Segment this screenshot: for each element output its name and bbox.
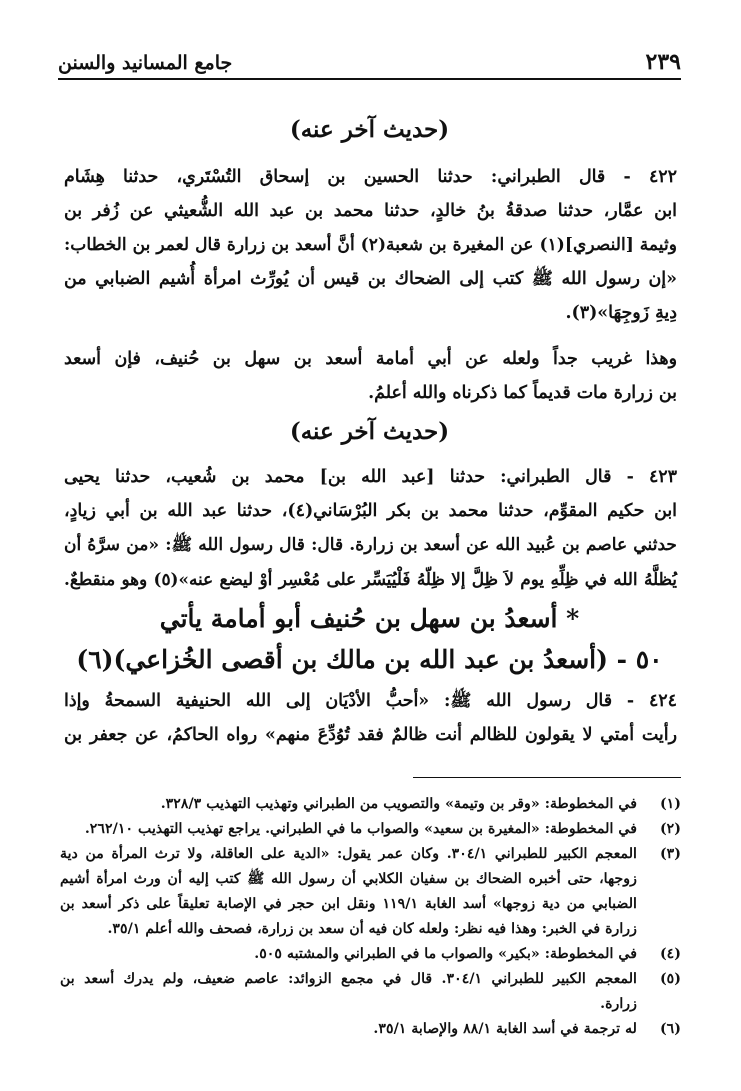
section-title-companion: ٥٠ - (أسعدُ بن عبد الله بن مالك بن أقصى الخُزاعي)(٦) [76, 645, 663, 674]
footnote-number: (٦) [659, 1021, 681, 1037]
hadith-heading: (حديث آخر عنه) [289, 418, 450, 445]
footnote [60, 842, 681, 942]
footnote-number: (٥) [659, 971, 681, 987]
text-line: المعجم الكبير للطبراني ٣٠٤/١. قال في مجمع الزوائد: عاصم ضعيف، ولم يدرك أسعد بن [60, 971, 638, 987]
text-line: له ترجمة في أسد الغابة ٨٨/١ والإصابة ٣٥/١. [373, 1021, 637, 1037]
footnote-text [60, 967, 637, 1017]
text-line: ابن عمَّار، حدثنا صدقةُ بنُ خالدٍ، حدثنا محمد بن عبد الله الشُّعيثي عن زُفر بن [64, 201, 677, 221]
text-line: يُظلَّهُ الله في ظِلِّهِ يوم لاَ ظِلَّ إلا ظِلّهُ فَلْيُيَسِّر على مُعْسِر أوْ ليضع عنه»(٥) وهو منقطعٌ. [64, 569, 677, 589]
footnote-number: (٢) [659, 821, 681, 837]
footnote-text [60, 942, 637, 967]
footnote [60, 967, 681, 1017]
text-line: في المخطوطة: «بكير» والصواب ما في الطبراني والمشتبه ٥٠٥. [254, 946, 637, 962]
footnote-text [60, 817, 637, 842]
text-line: وهذا غريب جداً ولعله عن أبي أمامة أسعد بن سهل بن حُنيف، فإن أسعد [64, 349, 677, 369]
commentary-paragraph [64, 342, 677, 410]
text-line: وثيمة [النصري](١) عن المغيرة بن شعبة(٢) أنَّ أسعد بن زرارة قال لعمر بن الخطاب: [64, 235, 677, 255]
text-line: في المخطوطة: «المغيرة بن سعيد» والصواب ما في الطبراني. يراجع تهذيب التهذيب ٢٦٢/١٠. [84, 821, 637, 837]
footnote [60, 792, 681, 817]
footnote [60, 1017, 681, 1042]
hadith-424-paragraph [64, 684, 677, 752]
text-line: ٤٢٣ - قال الطبراني: حدثنا [عبد الله بن] محمد بن شُعيب، حدثنا يحيى [64, 467, 677, 487]
text-line: ٤٢٤ - قال رسول الله ﷺ: «أحبُّ الأدْيَان إلى الله الحنيفية السمحةُ وإذا [64, 691, 677, 711]
footnote-number: (٤) [659, 946, 681, 962]
text-line: الضبابي من دية زوجها» أسد الغابة ١١٩/١ ونقل ابن حجر في الإصابة تعليقاً على ذكر أسعد بن [60, 896, 637, 912]
page-number: ٢٣٩ [645, 49, 681, 75]
running-header [58, 44, 681, 80]
text-line: حدثني عاصم بن عُبيد الله عن أسعد بن زرارة. قال: قال رسول الله ﷺ: «من سرَّهُ أن [64, 535, 677, 555]
hadith-heading: (حديث آخر عنه) [289, 116, 450, 143]
footnote [60, 817, 681, 842]
section-title-cross-reference: * أسعدُ بن سهل بن حُنيف أبو أمامة يأتي [159, 604, 580, 633]
text-line: في المخطوطة: «وقر بن وتيمة» والتصويب من الطبراني وتهذيب التهذيب ٣٢٨/٣. [160, 796, 637, 812]
text-line: «إن رسول الله ﷺ كتب إلى الضحاك بن قيس أن يُورِّث امرأة أُشيم الضبابي من [64, 269, 677, 289]
text-line: بن زرارة مات قديماً كما ذكرناه والله أعلمُ. [368, 383, 677, 403]
footnote-separator [413, 777, 681, 778]
book-title: جامع المسانيد والسنن [58, 52, 233, 74]
footnote-text [60, 1017, 637, 1042]
text-line: ٤٢٢ - قال الطبراني: حدثنا الحسين بن إسحاق التُسْتَري، حدثنا هِشَام [64, 167, 677, 187]
text-line: زرارة. [600, 996, 637, 1012]
footnote-text [60, 842, 637, 942]
hadith-423-paragraph [64, 460, 677, 596]
footnote [60, 942, 681, 967]
text-line: ابن حكيم المقوِّم، حدثنا محمد بن بكر البُرْسَاني(٤)، حدثنا عبد الله بن أبي زيادٍ، [64, 501, 677, 521]
footnote-number: (٣) [659, 846, 681, 862]
text-line: زوجها، حتى أخبره الضحاك بن سفيان الكلابي أن رسول الله ﷺ كتب إليه أن ورث امرأة أشيم [60, 871, 637, 887]
text-line: دِيةِ زَوجِهَا»(٣). [565, 303, 677, 323]
footnote-text [60, 792, 637, 817]
text-line: رأيت أمتي لا يقولون للظالم أنت ظالمٌ فقد تُوُدِّعَ منهم» رواه الحاكمُ، عن جعفر بن [64, 725, 677, 745]
text-line: زرارة في الخبر: وهذا فيه نظر: ولعله كان فيه أن سعد بن زرارة، فصحف والله أعلم ٣٥/١. [107, 921, 637, 937]
text-line: المعجم الكبير للطبراني ٣٠٤/١. وكان عمر يقول: «الدية على العاقلة، ولا ترث المرأة من دية [60, 846, 637, 862]
hadith-422-paragraph [64, 160, 677, 330]
footnote-number: (١) [659, 796, 681, 812]
footnotes [60, 792, 681, 1042]
